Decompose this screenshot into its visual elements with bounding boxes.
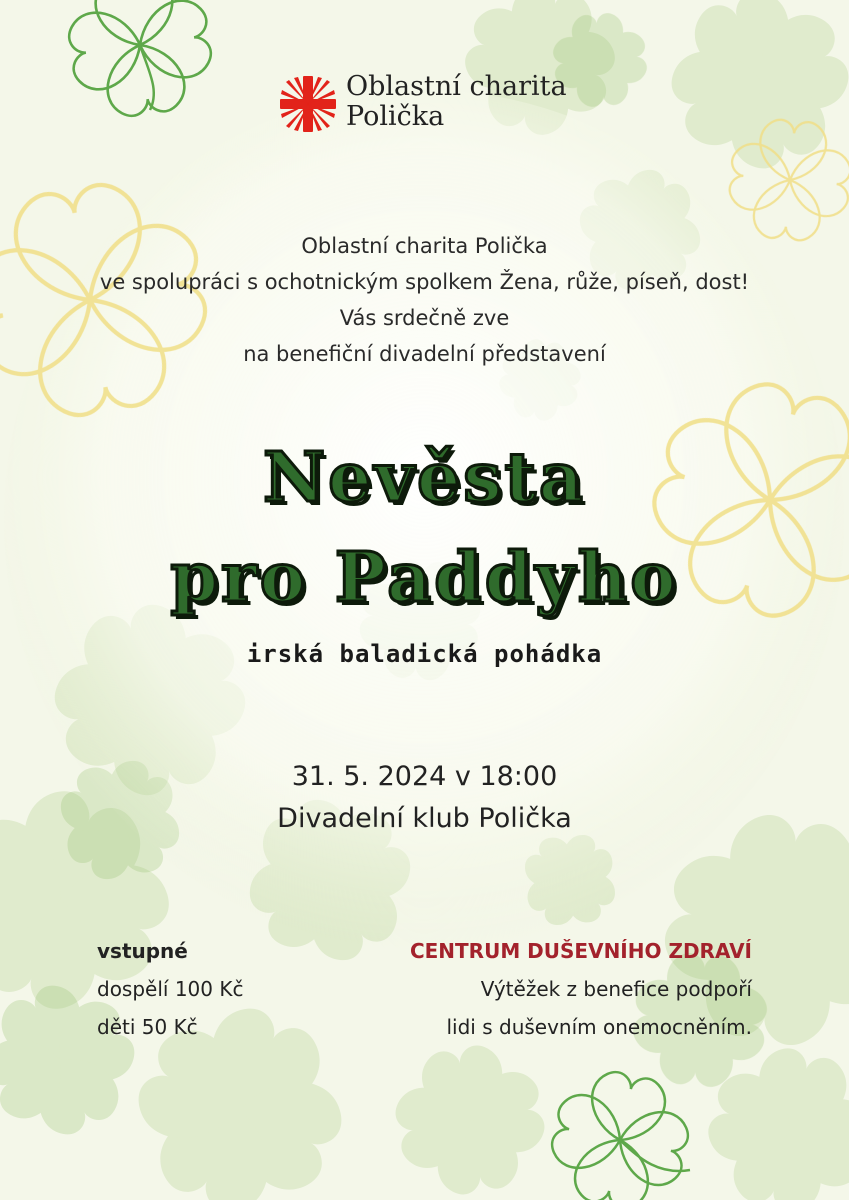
logo-text	[346, 72, 567, 132]
intro-line-4: na benefiční divadelní představení	[243, 342, 606, 366]
intro-line-1: Oblastní charita Polička	[301, 234, 548, 258]
intro-line-3: Vás srdečně zve	[339, 306, 510, 330]
event-datetime: 31. 5. 2024 v 18:00	[291, 761, 558, 792]
admission-adults: dospělí 100 Kč	[97, 977, 244, 1001]
beneficiary-heading: CENTRUM DUŠEVNÍHO ZDRAVÍ	[409, 939, 752, 963]
intro-line-2: ve spolupráci s ochotnickým spolkem Žena, růže, píseň, dost!	[99, 270, 750, 294]
charity-logo	[278, 72, 578, 136]
play-subtitle: irská baladická pohádka	[246, 640, 603, 668]
logo-line-2: Polička	[346, 101, 445, 132]
event-venue: Divadelní klub Polička	[277, 803, 572, 834]
invitation-text	[0, 228, 849, 372]
play-title-line-1: Nevěsta	[263, 438, 586, 518]
beneficiary-info	[410, 932, 752, 1046]
event-details	[0, 756, 849, 840]
charity-cross-icon	[278, 74, 338, 134]
logo-line-1: Oblastní charita	[346, 71, 567, 102]
admission-children: děti 50 Kč	[97, 1015, 198, 1039]
beneficiary-line-1: Výtěžek z benefice podpoří	[480, 977, 752, 1001]
beneficiary-line-2: lidi s duševním onemocněním.	[446, 1015, 752, 1039]
play-title-line-2: pro Paddyho	[170, 538, 679, 618]
admission-heading: vstupné	[97, 939, 188, 963]
admission-info	[97, 932, 243, 1046]
